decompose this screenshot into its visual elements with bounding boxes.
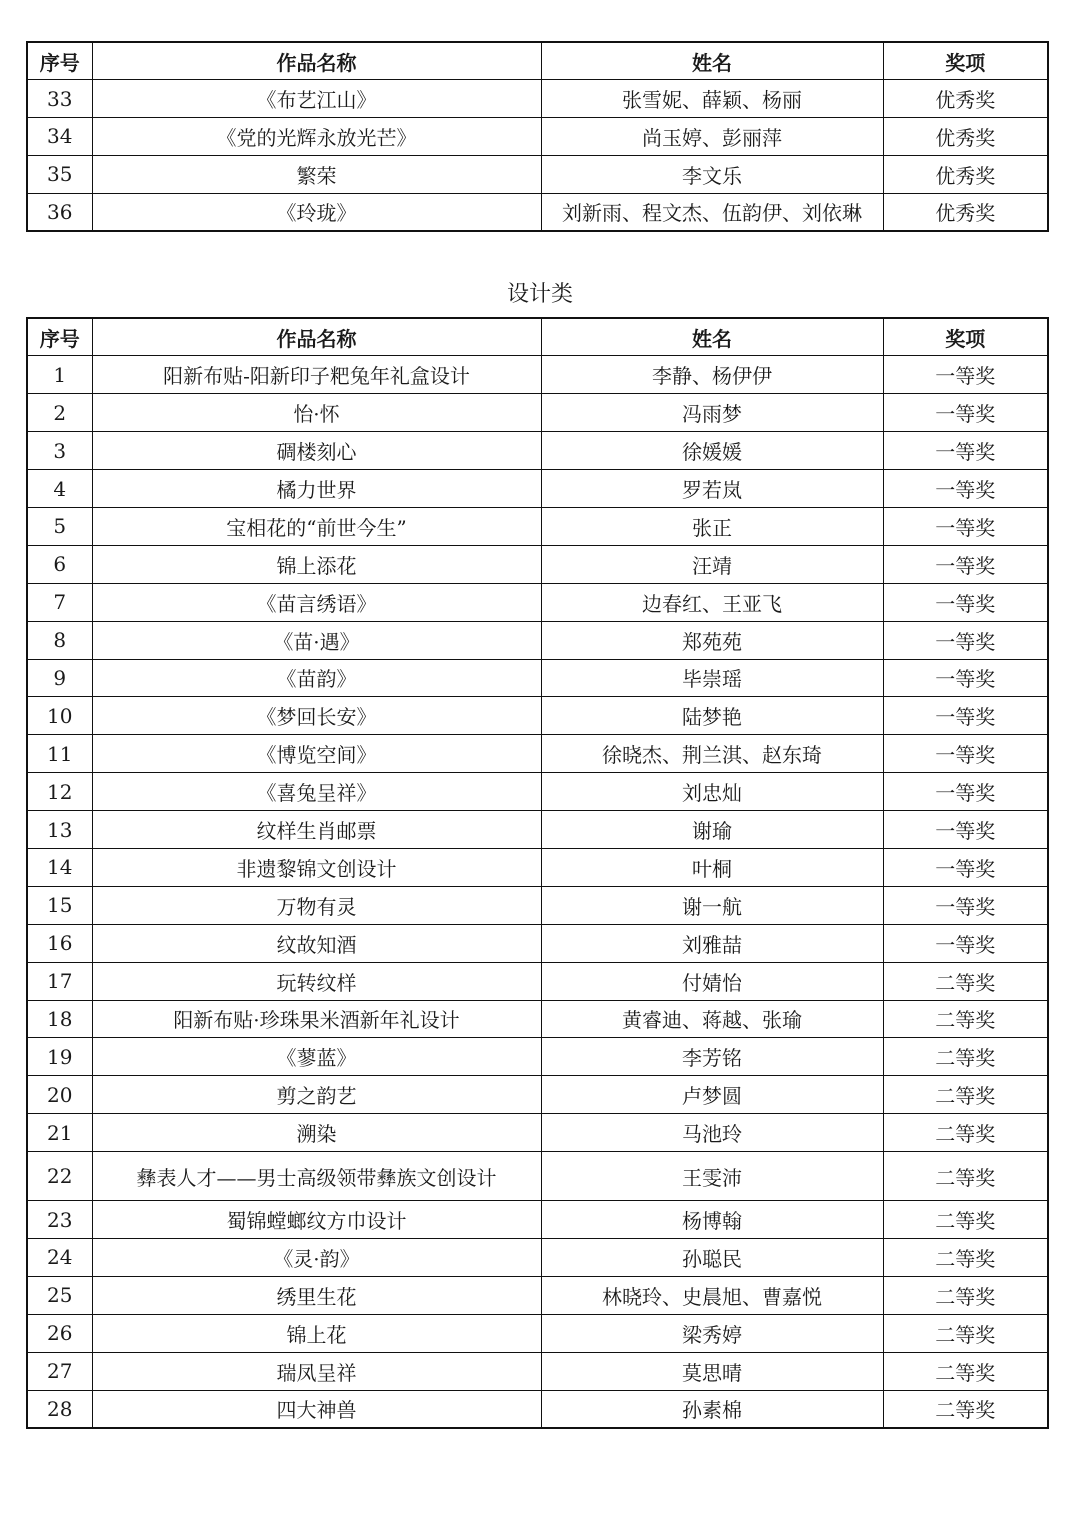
cell-name: 黄睿迪、蒋越、张瑜: [541, 1000, 883, 1038]
cell-award: 一等奖: [883, 848, 1048, 886]
cell-seq: 7: [27, 583, 92, 621]
cell-work: 碉楼刻心: [92, 432, 541, 470]
cell-work: 《博览空间》: [92, 735, 541, 773]
cell-work: 《玲珑》: [92, 193, 541, 231]
cell-work: 《苗言绣语》: [92, 583, 541, 621]
table-row: [27, 545, 1048, 583]
cell-work: 万物有灵: [92, 886, 541, 924]
cell-seq: 18: [27, 1000, 92, 1038]
table-row: [27, 1390, 1048, 1428]
cell-work: 绣里生花: [92, 1276, 541, 1314]
cell-work: 锦上花: [92, 1314, 541, 1352]
cell-name: 陆梦艳: [541, 697, 883, 735]
table-row: [27, 1276, 1048, 1314]
table-row: [27, 1238, 1048, 1276]
header-work: 作品名称: [92, 318, 541, 356]
cell-seq: 36: [27, 193, 92, 231]
cell-name: 莫思晴: [541, 1352, 883, 1390]
header-award: 奖项: [883, 42, 1048, 80]
cell-award: 一等奖: [883, 507, 1048, 545]
cell-name: 付婧怡: [541, 962, 883, 1000]
cell-award: 二等奖: [883, 1390, 1048, 1428]
table-row: [27, 155, 1048, 193]
cell-seq: 28: [27, 1390, 92, 1428]
cell-seq: 15: [27, 886, 92, 924]
cell-award: 一等奖: [883, 621, 1048, 659]
cell-name: 马池玲: [541, 1114, 883, 1152]
award-table-continued: [26, 41, 1049, 232]
cell-award: 优秀奖: [883, 193, 1048, 231]
cell-seq: 8: [27, 621, 92, 659]
cell-award: 二等奖: [883, 1114, 1048, 1152]
cell-work: 玩转纹样: [92, 962, 541, 1000]
cell-name: 谢瑜: [541, 811, 883, 849]
cell-award: 二等奖: [883, 1038, 1048, 1076]
cell-name: 卢梦圆: [541, 1076, 883, 1114]
table-row: [27, 1076, 1048, 1114]
cell-seq: 3: [27, 432, 92, 470]
cell-work: 剪之韵艺: [92, 1076, 541, 1114]
table-row: [27, 432, 1048, 470]
cell-award: 优秀奖: [883, 155, 1048, 193]
cell-name: 孙素棉: [541, 1390, 883, 1428]
table-row: [27, 1038, 1048, 1076]
table-row: [27, 394, 1048, 432]
cell-award: 一等奖: [883, 356, 1048, 394]
cell-seq: 12: [27, 773, 92, 811]
cell-name: 郑苑苑: [541, 621, 883, 659]
cell-work: 彝表人才——男士高级领带彝族文创设计: [92, 1152, 541, 1201]
cell-work: 锦上添花: [92, 545, 541, 583]
cell-work: 橘力世界: [92, 470, 541, 508]
cell-name: 叶桐: [541, 848, 883, 886]
cell-work: 阳新布贴·珍珠果米酒新年礼设计: [92, 1000, 541, 1038]
cell-work: 非遗黎锦文创设计: [92, 848, 541, 886]
cell-award: 一等奖: [883, 394, 1048, 432]
cell-name: 张正: [541, 507, 883, 545]
cell-work: 蜀锦螳螂纹方巾设计: [92, 1201, 541, 1239]
cell-name: 尚玉婷、彭丽萍: [541, 118, 883, 156]
cell-work: 《布艺江山》: [92, 80, 541, 118]
cell-seq: 17: [27, 962, 92, 1000]
table-row: [27, 924, 1048, 962]
cell-award: 优秀奖: [883, 80, 1048, 118]
table-row: [27, 193, 1048, 231]
table-header-row: [27, 42, 1048, 80]
cell-name: 毕崇瑶: [541, 659, 883, 697]
cell-work: 《蓼蓝》: [92, 1038, 541, 1076]
cell-work: 《党的光辉永放光芒》: [92, 118, 541, 156]
header-award: 奖项: [883, 318, 1048, 356]
cell-seq: 21: [27, 1114, 92, 1152]
cell-award: 二等奖: [883, 1076, 1048, 1114]
table-row: [27, 848, 1048, 886]
table-row: [27, 659, 1048, 697]
cell-work: 《喜兔呈祥》: [92, 773, 541, 811]
table-row: [27, 470, 1048, 508]
cell-name: 孙聪民: [541, 1238, 883, 1276]
cell-name: 杨博翰: [541, 1201, 883, 1239]
cell-seq: 16: [27, 924, 92, 962]
table-row: [27, 962, 1048, 1000]
cell-work: 《苗·遇》: [92, 621, 541, 659]
cell-work: 《灵·韵》: [92, 1238, 541, 1276]
cell-name: 边春红、王亚飞: [541, 583, 883, 621]
table-row: [27, 773, 1048, 811]
cell-name: 王雯沛: [541, 1152, 883, 1201]
section-title-design: 设计类: [506, 282, 573, 307]
cell-seq: 14: [27, 848, 92, 886]
table-row: [27, 621, 1048, 659]
cell-work: 阳新布贴-阳新印子粑兔年礼盒设计: [92, 356, 541, 394]
header-work: 作品名称: [92, 42, 541, 80]
cell-award: 一等奖: [883, 773, 1048, 811]
cell-name: 李静、杨伊伊: [541, 356, 883, 394]
table-row: [27, 1314, 1048, 1352]
cell-award: 二等奖: [883, 1352, 1048, 1390]
cell-seq: 1: [27, 356, 92, 394]
cell-work: 宝相花的“前世今生”: [92, 507, 541, 545]
cell-work: 《苗韵》: [92, 659, 541, 697]
cell-seq: 5: [27, 507, 92, 545]
cell-award: 一等奖: [883, 432, 1048, 470]
cell-work: 纹故知酒: [92, 924, 541, 962]
cell-award: 一等奖: [883, 811, 1048, 849]
table-row: [27, 886, 1048, 924]
table-row: [27, 811, 1048, 849]
cell-award: 二等奖: [883, 1000, 1048, 1038]
cell-name: 林晓玲、史晨旭、曹嘉悦: [541, 1276, 883, 1314]
cell-award: 二等奖: [883, 962, 1048, 1000]
cell-name: 刘新雨、程文杰、伍韵伊、刘依琳: [541, 193, 883, 231]
cell-award: 优秀奖: [883, 118, 1048, 156]
cell-seq: 24: [27, 1238, 92, 1276]
header-name: 姓名: [541, 42, 883, 80]
table-row: [27, 1152, 1048, 1201]
cell-seq: 20: [27, 1076, 92, 1114]
table-row: [27, 735, 1048, 773]
header-name: 姓名: [541, 318, 883, 356]
table-row: [27, 356, 1048, 394]
cell-seq: 27: [27, 1352, 92, 1390]
cell-seq: 6: [27, 545, 92, 583]
cell-name: 刘忠灿: [541, 773, 883, 811]
cell-seq: 2: [27, 394, 92, 432]
cell-name: 李文乐: [541, 155, 883, 193]
table-row: [27, 1000, 1048, 1038]
cell-award: 一等奖: [883, 470, 1048, 508]
table-row: [27, 697, 1048, 735]
table-row: [27, 118, 1048, 156]
cell-seq: 10: [27, 697, 92, 735]
cell-name: 徐晓杰、荆兰淇、赵东琦: [541, 735, 883, 773]
cell-name: 徐媛媛: [541, 432, 883, 470]
cell-work: 瑞凤呈祥: [92, 1352, 541, 1390]
cell-seq: 4: [27, 470, 92, 508]
cell-seq: 23: [27, 1201, 92, 1239]
cell-name: 刘雅喆: [541, 924, 883, 962]
cell-work: 四大神兽: [92, 1390, 541, 1428]
header-seq: 序号: [27, 318, 92, 356]
cell-seq: 19: [27, 1038, 92, 1076]
cell-award: 二等奖: [883, 1201, 1048, 1239]
cell-work: 溯染: [92, 1114, 541, 1152]
table-row: [27, 507, 1048, 545]
table-row: [27, 1114, 1048, 1152]
cell-award: 二等奖: [883, 1276, 1048, 1314]
award-table-design: [26, 317, 1049, 1429]
cell-seq: 22: [27, 1152, 92, 1201]
cell-seq: 25: [27, 1276, 92, 1314]
cell-award: 一等奖: [883, 545, 1048, 583]
cell-work: 怡·怀: [92, 394, 541, 432]
cell-award: 二等奖: [883, 1238, 1048, 1276]
table-row: [27, 1352, 1048, 1390]
cell-work: 繁荣: [92, 155, 541, 193]
header-seq: 序号: [27, 42, 92, 80]
cell-seq: 9: [27, 659, 92, 697]
cell-seq: 34: [27, 118, 92, 156]
cell-award: 一等奖: [883, 583, 1048, 621]
table-header-row: [27, 318, 1048, 356]
cell-work: 《梦回长安》: [92, 697, 541, 735]
cell-name: 罗若岚: [541, 470, 883, 508]
cell-seq: 11: [27, 735, 92, 773]
table-row: [27, 1201, 1048, 1239]
cell-seq: 26: [27, 1314, 92, 1352]
cell-seq: 13: [27, 811, 92, 849]
cell-award: 一等奖: [883, 735, 1048, 773]
table-row: [27, 80, 1048, 118]
cell-name: 冯雨梦: [541, 394, 883, 432]
cell-name: 汪靖: [541, 545, 883, 583]
cell-award: 一等奖: [883, 697, 1048, 735]
cell-name: 张雪妮、薛颖、杨丽: [541, 80, 883, 118]
cell-name: 李芳铭: [541, 1038, 883, 1076]
table-row: [27, 583, 1048, 621]
cell-seq: 35: [27, 155, 92, 193]
cell-award: 一等奖: [883, 659, 1048, 697]
cell-name: 梁秀婷: [541, 1314, 883, 1352]
cell-work: 纹样生肖邮票: [92, 811, 541, 849]
cell-award: 二等奖: [883, 1152, 1048, 1201]
cell-seq: 33: [27, 80, 92, 118]
cell-award: 一等奖: [883, 886, 1048, 924]
cell-award: 二等奖: [883, 1314, 1048, 1352]
cell-name: 谢一航: [541, 886, 883, 924]
cell-award: 一等奖: [883, 924, 1048, 962]
